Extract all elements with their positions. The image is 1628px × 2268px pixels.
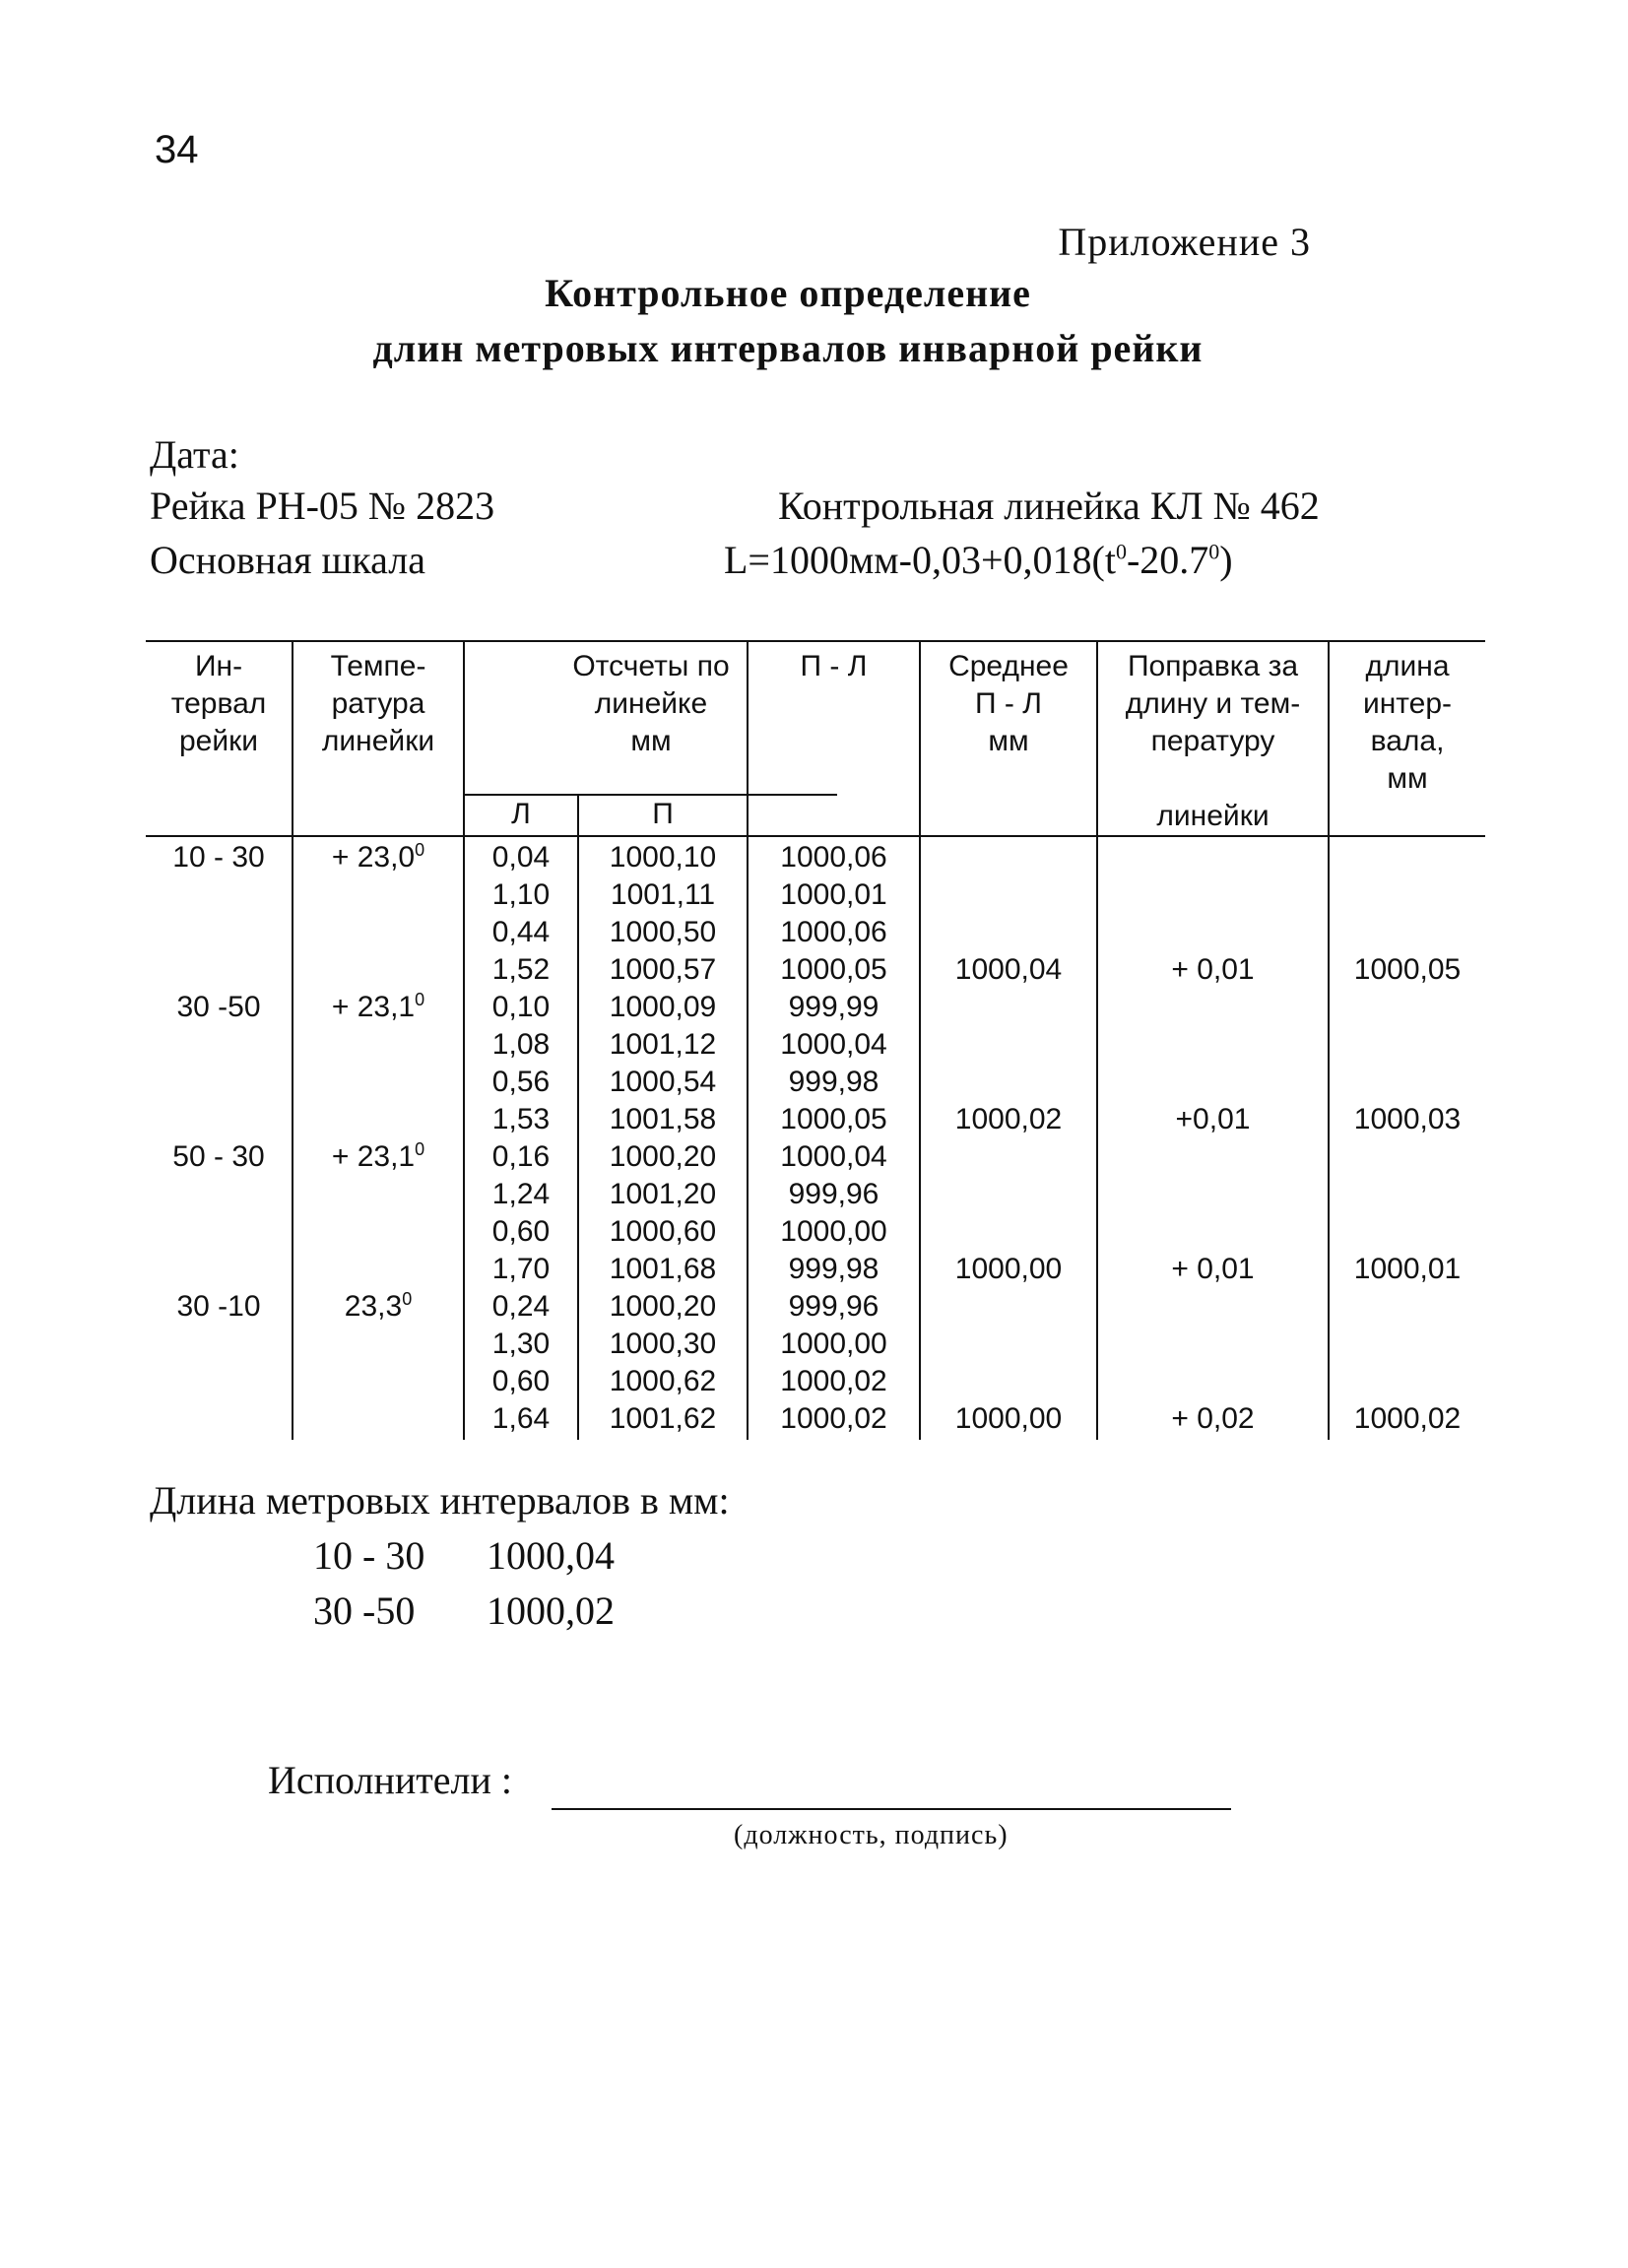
temperature-cell-text: + 23,1	[331, 991, 416, 1023]
diff-cell	[749, 876, 919, 914]
header-correction: Поправка за длину и тем- пературу	[1125, 650, 1301, 757]
table-header-rule	[146, 835, 1485, 837]
diff-cell	[749, 1288, 919, 1326]
reading-right-cell	[579, 914, 747, 951]
reading-left-cell	[465, 1176, 577, 1213]
diff-cell-text: 1000,00	[780, 1215, 887, 1248]
formula-sup-2: 0	[1208, 539, 1220, 564]
reading-right-cell-text: 1001,62	[609, 1402, 717, 1435]
diff-cell-text: 1000,06	[780, 916, 887, 948]
reading-left-cell	[465, 1101, 577, 1138]
correction-cell-text: + 0,02	[1171, 1402, 1255, 1435]
reading-right-cell	[579, 951, 747, 989]
temperature-cell-degree: 0	[415, 840, 425, 860]
formula-prefix: L=1000мм-0,03+0,018(t	[724, 538, 1116, 582]
reading-left-cell-text: 0,60	[491, 1365, 551, 1397]
title-line-1: Контрольное определение	[545, 271, 1031, 315]
table-top-rule	[146, 640, 1485, 642]
length-cell-text: 1000,05	[1353, 953, 1462, 986]
reading-left-cell	[465, 989, 577, 1026]
reading-left-cell	[465, 1064, 577, 1101]
header-right: П	[652, 798, 674, 830]
reading-right-cell	[579, 1363, 747, 1400]
reading-left-cell	[465, 839, 577, 876]
formula-sup-1: 0	[1115, 539, 1127, 564]
diff-cell	[749, 1176, 919, 1213]
page-number: 34	[155, 128, 199, 171]
correction-cell-text: + 0,01	[1171, 1253, 1255, 1285]
mean-cell-text: 1000,04	[954, 953, 1063, 986]
header-length: длина интер- вала, мм	[1362, 650, 1453, 795]
diff-cell-text: 999,96	[788, 1290, 879, 1323]
diff-cell-text: 999,99	[788, 991, 879, 1023]
reading-right-cell	[579, 1101, 747, 1138]
reading-left-cell	[465, 1138, 577, 1176]
reading-left-cell-text: 0,56	[491, 1066, 551, 1098]
diff-cell	[749, 839, 919, 876]
reading-left-cell-text: 1,08	[491, 1028, 551, 1061]
appendix-label: Приложение 3	[1058, 220, 1311, 264]
reading-left-cell-text: 0,04	[491, 841, 551, 874]
reading-left-cell-text: 1,64	[491, 1402, 551, 1435]
correction-cell	[1098, 1101, 1328, 1138]
reading-left-cell-text: 1,53	[491, 1103, 551, 1135]
reading-right-cell-text: 1001,12	[609, 1028, 717, 1061]
reading-left-cell	[465, 1213, 577, 1251]
length-cell	[1330, 951, 1485, 989]
reading-left-cell	[465, 1288, 577, 1326]
diff-cell	[749, 1064, 919, 1101]
summary-interval-1: 10 - 30	[313, 1533, 425, 1578]
mean-cell-text: 1000,00	[954, 1253, 1063, 1285]
reading-left-cell	[465, 914, 577, 951]
length-cell-text: 1000,01	[1353, 1253, 1462, 1285]
interval-cell	[146, 1288, 292, 1326]
reading-right-cell-text: 1000,10	[609, 841, 717, 874]
reading-left-cell	[465, 1326, 577, 1363]
summary-label: Длина метровых интервалов в мм:	[150, 1478, 730, 1523]
reading-right-cell	[579, 1213, 747, 1251]
signature-caption: (должность, подпись)	[734, 1820, 1009, 1850]
formula-suffix: )	[1219, 538, 1233, 582]
correction-cell-text: +0,01	[1175, 1103, 1251, 1135]
interval-cell	[146, 1138, 292, 1176]
reading-left-cell-text: 1,10	[491, 878, 551, 911]
reading-right-cell	[579, 1064, 747, 1101]
reading-right-cell	[579, 989, 747, 1026]
reading-right-cell-text: 1000,30	[609, 1328, 717, 1360]
mean-cell	[921, 1101, 1096, 1138]
reading-left-cell-text: 1,24	[491, 1178, 551, 1210]
length-cell-text: 1000,02	[1353, 1402, 1462, 1435]
control-ruler-info: Контрольная линейка КЛ № 462	[778, 484, 1320, 528]
diff-cell-text: 1000,00	[780, 1328, 887, 1360]
interval-cell-text: 30 -10	[176, 1290, 261, 1323]
reading-right-cell	[579, 1288, 747, 1326]
rail-info: Рейка РН-05 № 2823	[150, 484, 495, 528]
temperature-cell	[293, 1138, 463, 1176]
diff-cell-text: 999,98	[788, 1066, 879, 1098]
reading-right-cell-text: 1000,20	[609, 1140, 717, 1173]
temperature-cell	[293, 1288, 463, 1326]
temperature-cell-text: 23,3	[344, 1290, 403, 1323]
reading-right-cell	[579, 876, 747, 914]
diff-cell	[749, 1138, 919, 1176]
correction-cell	[1098, 1251, 1328, 1288]
date-label: Дата:	[150, 432, 239, 477]
temperature-cell	[293, 839, 463, 876]
header-readings: Отсчеты по линейке мм	[572, 650, 730, 757]
correction-cell-text: + 0,01	[1171, 953, 1255, 986]
formula	[724, 537, 1233, 583]
interval-cell	[146, 839, 292, 876]
interval-cell-text: 50 - 30	[172, 1140, 265, 1173]
diff-cell-text: 1000,01	[780, 878, 887, 911]
interval-cell	[146, 989, 292, 1026]
length-cell	[1330, 1251, 1485, 1288]
diff-cell-text: 1000,05	[780, 1103, 887, 1135]
reading-right-cell-text: 1001,58	[609, 1103, 717, 1135]
diff-cell	[749, 1363, 919, 1400]
reading-left-cell-text: 0,60	[491, 1215, 551, 1248]
diff-cell	[749, 1026, 919, 1064]
title-line-2: длин метровых интервалов инварной рейки	[372, 326, 1204, 370]
correction-cell	[1098, 951, 1328, 989]
diff-cell	[749, 1101, 919, 1138]
length-cell	[1330, 1101, 1485, 1138]
reading-right-cell	[579, 1026, 747, 1064]
reading-right-cell-text: 1001,68	[609, 1253, 717, 1285]
reading-right-cell	[579, 1326, 747, 1363]
mean-cell-text: 1000,02	[954, 1103, 1063, 1135]
diff-cell	[749, 989, 919, 1026]
reading-left-cell-text: 0,16	[491, 1140, 551, 1173]
signature-label: Исполнители :	[268, 1758, 513, 1802]
signature-line	[552, 1808, 1231, 1810]
reading-right-cell	[579, 1251, 747, 1288]
temperature-cell-degree: 0	[415, 990, 425, 1009]
reading-right-cell	[579, 1176, 747, 1213]
reading-left-cell-text: 0,44	[491, 916, 551, 948]
reading-left-cell-text: 0,10	[491, 991, 551, 1023]
reading-right-cell-text: 1000,09	[609, 991, 717, 1023]
summary-value-2: 1000,02	[487, 1588, 615, 1633]
diff-cell-text: 1000,05	[780, 953, 887, 986]
header-temperature: Темпе- ратура линейки	[321, 650, 435, 757]
reading-right-cell-text: 1000,57	[609, 953, 717, 986]
header-left: Л	[511, 798, 531, 830]
diff-cell-text: 1000,04	[780, 1140, 887, 1173]
header-interval: Ин- тервал рейки	[170, 650, 267, 757]
header-correction-tail: линейки	[1156, 800, 1270, 832]
reading-left-cell	[465, 1363, 577, 1400]
scale-info: Основная шкала	[150, 538, 425, 582]
diff-cell	[749, 951, 919, 989]
reading-left-cell	[465, 951, 577, 989]
mean-cell-text: 1000,00	[954, 1402, 1063, 1435]
correction-cell	[1098, 1400, 1328, 1438]
temperature-cell-degree: 0	[415, 1139, 425, 1159]
diff-cell	[749, 914, 919, 951]
reading-left-cell-text: 1,52	[491, 953, 551, 986]
mean-cell	[921, 1251, 1096, 1288]
mean-cell	[921, 951, 1096, 989]
diff-cell-text: 1000,06	[780, 841, 887, 874]
temperature-cell-text: + 23,1	[331, 1140, 416, 1173]
diff-cell	[749, 1400, 919, 1438]
length-cell	[1330, 1400, 1485, 1438]
reading-left-cell-text: 1,30	[491, 1328, 551, 1360]
header-diff: П - Л	[800, 650, 868, 682]
length-cell-text: 1000,03	[1353, 1103, 1462, 1135]
measurement-table	[146, 640, 1485, 1458]
diff-cell-text: 999,98	[788, 1253, 879, 1285]
diff-cell-text: 1000,02	[780, 1402, 887, 1435]
header-mean: Среднее П - Л мм	[948, 650, 1069, 757]
reading-right-cell-text: 1000,20	[609, 1290, 717, 1323]
reading-right-cell-text: 1000,60	[609, 1215, 717, 1248]
interval-cell-text: 10 - 30	[172, 841, 265, 874]
reading-left-cell-text: 1,70	[491, 1253, 551, 1285]
diff-cell-text: 1000,04	[780, 1028, 887, 1061]
formula-mid: -20.7	[1126, 538, 1209, 582]
reading-right-cell-text: 1000,62	[609, 1365, 717, 1397]
diff-cell-text: 1000,02	[780, 1365, 887, 1397]
reading-left-cell	[465, 1251, 577, 1288]
reading-right-cell	[579, 839, 747, 876]
reading-left-cell-text: 0,24	[491, 1290, 551, 1323]
reading-left-cell	[465, 1026, 577, 1064]
reading-right-cell	[579, 1138, 747, 1176]
diff-cell	[749, 1213, 919, 1251]
diff-cell-text: 999,96	[788, 1178, 879, 1210]
interval-cell-text: 30 -50	[176, 991, 261, 1023]
reading-right-cell-text: 1001,20	[609, 1178, 717, 1210]
temperature-cell-text: + 23,0	[331, 841, 416, 874]
diff-cell	[749, 1326, 919, 1363]
reading-right-cell-text: 1001,11	[610, 878, 716, 911]
summary-interval-2: 30 -50	[313, 1588, 416, 1633]
reading-left-cell	[465, 1400, 577, 1438]
reading-right-cell-text: 1000,50	[609, 916, 717, 948]
summary-value-1: 1000,04	[487, 1533, 615, 1578]
reading-right-cell	[579, 1400, 747, 1438]
temperature-cell	[293, 989, 463, 1026]
temperature-cell-degree: 0	[402, 1289, 413, 1309]
reading-right-cell-text: 1000,54	[609, 1066, 717, 1098]
diff-cell	[749, 1251, 919, 1288]
mean-cell	[921, 1400, 1096, 1438]
reading-left-cell	[465, 876, 577, 914]
